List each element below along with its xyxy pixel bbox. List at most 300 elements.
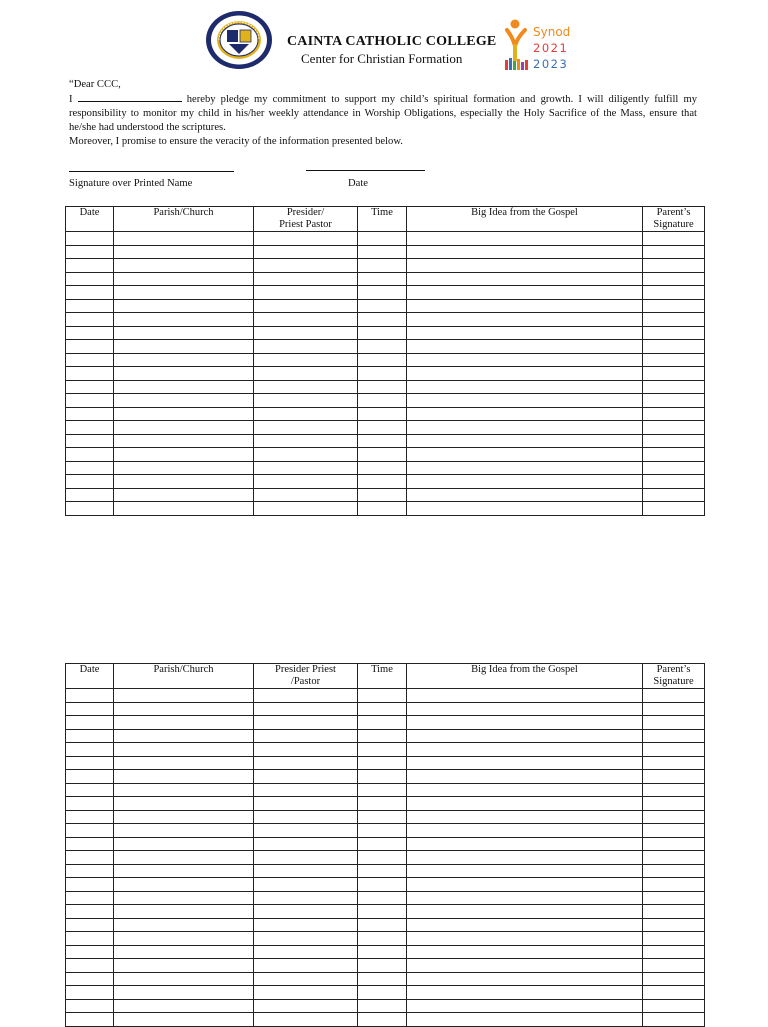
cell-parish[interactable]	[114, 394, 254, 408]
college-seal-logo	[205, 10, 273, 70]
cell-big-idea[interactable]	[407, 380, 643, 394]
cell-time[interactable]	[358, 837, 407, 851]
cell-date[interactable]	[66, 824, 114, 838]
cell-signature[interactable]	[643, 326, 705, 340]
table-row	[66, 448, 705, 462]
table-row	[66, 461, 705, 475]
cell-time[interactable]	[358, 783, 407, 797]
cell-date[interactable]	[66, 783, 114, 797]
cell-time[interactable]	[358, 367, 407, 381]
cell-parish[interactable]	[114, 272, 254, 286]
cell-signature[interactable]	[643, 689, 705, 703]
cell-signature[interactable]	[643, 986, 705, 1000]
cell-date[interactable]	[66, 959, 114, 973]
cell-big-idea[interactable]	[407, 326, 643, 340]
cell-time[interactable]	[358, 878, 407, 892]
cell-big-idea[interactable]	[407, 959, 643, 973]
cell-parish[interactable]	[114, 286, 254, 300]
cell-presider[interactable]	[254, 340, 358, 354]
cell-presider[interactable]	[254, 232, 358, 246]
cell-presider[interactable]	[254, 353, 358, 367]
cell-time[interactable]	[358, 245, 407, 259]
cell-parish[interactable]	[114, 475, 254, 489]
cell-big-idea[interactable]	[407, 891, 643, 905]
cell-parish[interactable]	[114, 232, 254, 246]
cell-presider[interactable]	[254, 932, 358, 946]
cell-parish[interactable]	[114, 367, 254, 381]
cell-time[interactable]	[358, 407, 407, 421]
cell-signature[interactable]	[643, 891, 705, 905]
cell-big-idea[interactable]	[407, 824, 643, 838]
cell-parish[interactable]	[114, 313, 254, 327]
cell-presider[interactable]	[254, 434, 358, 448]
cell-signature[interactable]	[643, 380, 705, 394]
cell-signature[interactable]	[643, 448, 705, 462]
cell-date[interactable]	[66, 729, 114, 743]
header-presider-line2: /Pastor	[290, 676, 321, 687]
cell-time[interactable]	[358, 380, 407, 394]
cell-time[interactable]	[358, 434, 407, 448]
cell-signature[interactable]	[643, 729, 705, 743]
cell-signature[interactable]	[643, 999, 705, 1013]
cell-signature[interactable]	[643, 756, 705, 770]
cell-signature[interactable]	[643, 313, 705, 327]
cell-big-idea[interactable]	[407, 918, 643, 932]
cell-parish[interactable]	[114, 421, 254, 435]
cell-presider[interactable]	[254, 770, 358, 784]
cell-parish[interactable]	[114, 502, 254, 516]
cell-time[interactable]	[358, 421, 407, 435]
cell-big-idea[interactable]	[407, 502, 643, 516]
cell-time[interactable]	[358, 286, 407, 300]
cell-date[interactable]	[66, 407, 114, 421]
cell-signature[interactable]	[643, 945, 705, 959]
cell-big-idea[interactable]	[407, 878, 643, 892]
cell-time[interactable]	[358, 824, 407, 838]
cell-presider[interactable]	[254, 286, 358, 300]
cell-parish[interactable]	[114, 353, 254, 367]
cell-date[interactable]	[66, 743, 114, 757]
cell-presider[interactable]	[254, 689, 358, 703]
cell-presider[interactable]	[254, 448, 358, 462]
cell-signature[interactable]	[643, 770, 705, 784]
cell-date[interactable]	[66, 394, 114, 408]
cell-signature[interactable]	[643, 367, 705, 381]
cell-date[interactable]	[66, 326, 114, 340]
cell-date[interactable]	[66, 702, 114, 716]
cell-big-idea[interactable]	[407, 448, 643, 462]
cell-signature[interactable]	[643, 837, 705, 851]
cell-parish[interactable]	[114, 959, 254, 973]
cell-big-idea[interactable]	[407, 299, 643, 313]
cell-time[interactable]	[358, 918, 407, 932]
cell-signature[interactable]	[643, 743, 705, 757]
cell-date[interactable]	[66, 259, 114, 273]
cell-parish[interactable]	[114, 932, 254, 946]
cell-signature[interactable]	[643, 245, 705, 259]
cell-presider[interactable]	[254, 502, 358, 516]
cell-presider[interactable]	[254, 702, 358, 716]
cell-big-idea[interactable]	[407, 972, 643, 986]
cell-big-idea[interactable]	[407, 770, 643, 784]
cell-signature[interactable]	[643, 797, 705, 811]
cell-signature[interactable]	[643, 864, 705, 878]
cell-time[interactable]	[358, 448, 407, 462]
cell-time[interactable]	[358, 689, 407, 703]
cell-time[interactable]	[358, 891, 407, 905]
cell-time[interactable]	[358, 313, 407, 327]
cell-parish[interactable]	[114, 797, 254, 811]
cell-parish[interactable]	[114, 488, 254, 502]
cell-parish[interactable]	[114, 864, 254, 878]
cell-date[interactable]	[66, 488, 114, 502]
cell-big-idea[interactable]	[407, 286, 643, 300]
cell-parish[interactable]	[114, 810, 254, 824]
cell-time[interactable]	[358, 945, 407, 959]
cell-presider[interactable]	[254, 394, 358, 408]
cell-time[interactable]	[358, 488, 407, 502]
cell-big-idea[interactable]	[407, 259, 643, 273]
cell-parish[interactable]	[114, 380, 254, 394]
cell-parish[interactable]	[114, 326, 254, 340]
cell-date[interactable]	[66, 972, 114, 986]
cell-parish[interactable]	[114, 340, 254, 354]
cell-time[interactable]	[358, 729, 407, 743]
cell-presider[interactable]	[254, 729, 358, 743]
table-row	[66, 421, 705, 435]
cell-date[interactable]	[66, 461, 114, 475]
cell-date[interactable]	[66, 810, 114, 824]
cell-big-idea[interactable]	[407, 716, 643, 730]
cell-presider[interactable]	[254, 986, 358, 1000]
table-row	[66, 837, 705, 851]
cell-presider[interactable]	[254, 259, 358, 273]
cell-signature[interactable]	[643, 702, 705, 716]
cell-parish[interactable]	[114, 918, 254, 932]
signature-line[interactable]	[69, 171, 234, 172]
table-2-body	[66, 689, 705, 1027]
cell-signature[interactable]	[643, 299, 705, 313]
cell-time[interactable]	[358, 864, 407, 878]
cell-date[interactable]	[66, 272, 114, 286]
cell-parish[interactable]	[114, 837, 254, 851]
cell-presider[interactable]	[254, 245, 358, 259]
cell-date[interactable]	[66, 864, 114, 878]
cell-parish[interactable]	[114, 716, 254, 730]
table-1-body	[66, 232, 705, 516]
cell-date[interactable]	[66, 340, 114, 354]
cell-date[interactable]	[66, 313, 114, 327]
cell-signature[interactable]	[643, 394, 705, 408]
cell-time[interactable]	[358, 353, 407, 367]
cell-parish[interactable]	[114, 945, 254, 959]
cell-parish[interactable]	[114, 756, 254, 770]
cell-date[interactable]	[66, 245, 114, 259]
cell-signature[interactable]	[643, 407, 705, 421]
cell-parish[interactable]	[114, 972, 254, 986]
cell-time[interactable]	[358, 232, 407, 246]
cell-presider[interactable]	[254, 797, 358, 811]
cell-presider[interactable]	[254, 367, 358, 381]
cell-big-idea[interactable]	[407, 340, 643, 354]
cell-time[interactable]	[358, 743, 407, 757]
cell-big-idea[interactable]	[407, 743, 643, 757]
cell-time[interactable]	[358, 259, 407, 273]
cell-big-idea[interactable]	[407, 851, 643, 865]
cell-signature[interactable]	[643, 353, 705, 367]
cell-big-idea[interactable]	[407, 394, 643, 408]
cell-date[interactable]	[66, 999, 114, 1013]
cell-big-idea[interactable]	[407, 729, 643, 743]
cell-date[interactable]	[66, 434, 114, 448]
cell-big-idea[interactable]	[407, 353, 643, 367]
cell-parish[interactable]	[114, 905, 254, 919]
cell-parish[interactable]	[114, 689, 254, 703]
cell-time[interactable]	[358, 716, 407, 730]
cell-date[interactable]	[66, 905, 114, 919]
cell-time[interactable]	[358, 972, 407, 986]
cell-presider[interactable]	[254, 878, 358, 892]
cell-big-idea[interactable]	[407, 407, 643, 421]
table-row	[66, 326, 705, 340]
cell-date[interactable]	[66, 945, 114, 959]
table-row	[66, 972, 705, 986]
cell-signature[interactable]	[643, 232, 705, 246]
attendance-table-2	[65, 663, 705, 1027]
cell-big-idea[interactable]	[407, 488, 643, 502]
cell-date[interactable]	[66, 986, 114, 1000]
cell-presider[interactable]	[254, 891, 358, 905]
cell-date[interactable]	[66, 299, 114, 313]
cell-presider[interactable]	[254, 488, 358, 502]
cell-signature[interactable]	[643, 932, 705, 946]
table-row	[66, 864, 705, 878]
cell-signature[interactable]	[643, 475, 705, 489]
cell-parish[interactable]	[114, 259, 254, 273]
cell-signature[interactable]	[643, 716, 705, 730]
cell-big-idea[interactable]	[407, 232, 643, 246]
cell-signature[interactable]	[643, 810, 705, 824]
cell-big-idea[interactable]	[407, 313, 643, 327]
pledge-body-text: hereby pledge my commitment to support my child’s spiritual formation and growth. I will diligently fulfill my responsibility to monitor my child in his/her weekly attendance in Worship Obligations, especially the Holy Sacrifice of the Mass, ensure that he/she had understood the scriptures.	[69, 94, 697, 133]
cell-time[interactable]	[358, 272, 407, 286]
cell-time[interactable]	[358, 986, 407, 1000]
cell-parish[interactable]	[114, 702, 254, 716]
cell-presider[interactable]	[254, 272, 358, 286]
cell-time[interactable]	[358, 999, 407, 1013]
cell-big-idea[interactable]	[407, 434, 643, 448]
cell-parish[interactable]	[114, 824, 254, 838]
cell-presider[interactable]	[254, 716, 358, 730]
cell-signature[interactable]	[643, 959, 705, 973]
cell-signature[interactable]	[643, 878, 705, 892]
cell-signature[interactable]	[643, 434, 705, 448]
cell-date[interactable]	[66, 770, 114, 784]
date-line[interactable]	[306, 170, 425, 171]
cell-time[interactable]	[358, 959, 407, 973]
cell-time[interactable]	[358, 810, 407, 824]
cell-big-idea[interactable]	[407, 986, 643, 1000]
cell-big-idea[interactable]	[407, 756, 643, 770]
cell-big-idea[interactable]	[407, 461, 643, 475]
cell-big-idea[interactable]	[407, 797, 643, 811]
cell-signature[interactable]	[643, 783, 705, 797]
cell-date[interactable]	[66, 353, 114, 367]
cell-signature[interactable]	[643, 502, 705, 516]
pledge-closing: Moreover, I promise to ensure the veracity of the information presented below.	[69, 136, 403, 147]
cell-date[interactable]	[66, 891, 114, 905]
cell-presider[interactable]	[254, 824, 358, 838]
cell-presider[interactable]	[254, 756, 358, 770]
cell-parish[interactable]	[114, 461, 254, 475]
cell-presider[interactable]	[254, 783, 358, 797]
cell-big-idea[interactable]	[407, 689, 643, 703]
cell-signature[interactable]	[643, 272, 705, 286]
cell-presider[interactable]	[254, 810, 358, 824]
cell-time[interactable]	[358, 932, 407, 946]
cell-time[interactable]	[358, 797, 407, 811]
cell-time[interactable]	[358, 475, 407, 489]
cell-parish[interactable]	[114, 878, 254, 892]
cell-signature[interactable]	[643, 286, 705, 300]
cell-presider[interactable]	[254, 945, 358, 959]
cell-presider[interactable]	[254, 918, 358, 932]
cell-date[interactable]	[66, 878, 114, 892]
table-row	[66, 502, 705, 516]
cell-time[interactable]	[358, 461, 407, 475]
cell-date[interactable]	[66, 232, 114, 246]
cell-parish[interactable]	[114, 434, 254, 448]
cell-date[interactable]	[66, 380, 114, 394]
cell-date[interactable]	[66, 502, 114, 516]
cell-presider[interactable]	[254, 313, 358, 327]
cell-parish[interactable]	[114, 999, 254, 1013]
cell-time[interactable]	[358, 905, 407, 919]
table-row	[66, 945, 705, 959]
cell-date[interactable]	[66, 448, 114, 462]
cell-signature[interactable]	[643, 905, 705, 919]
cell-time[interactable]	[358, 770, 407, 784]
cell-time[interactable]	[358, 756, 407, 770]
cell-presider[interactable]	[254, 851, 358, 865]
cell-parish[interactable]	[114, 783, 254, 797]
cell-parish[interactable]	[114, 770, 254, 784]
cell-date[interactable]	[66, 475, 114, 489]
cell-big-idea[interactable]	[407, 864, 643, 878]
cell-date[interactable]	[66, 286, 114, 300]
cell-presider[interactable]	[254, 972, 358, 986]
cell-parish[interactable]	[114, 729, 254, 743]
cell-signature[interactable]	[643, 259, 705, 273]
header-signature	[643, 207, 705, 232]
cell-signature[interactable]	[643, 340, 705, 354]
cell-presider[interactable]	[254, 959, 358, 973]
cell-date[interactable]	[66, 716, 114, 730]
cell-date[interactable]	[66, 932, 114, 946]
cell-parish[interactable]	[114, 407, 254, 421]
cell-time[interactable]	[358, 340, 407, 354]
cell-date[interactable]	[66, 851, 114, 865]
center-name: Center for Christian Formation	[301, 51, 463, 66]
cell-time[interactable]	[358, 702, 407, 716]
table-row	[66, 756, 705, 770]
cell-presider[interactable]	[254, 407, 358, 421]
cell-time[interactable]	[358, 394, 407, 408]
cell-date[interactable]	[66, 367, 114, 381]
table-row	[66, 824, 705, 838]
cell-presider[interactable]	[254, 999, 358, 1013]
cell-date[interactable]	[66, 837, 114, 851]
cell-presider[interactable]	[254, 421, 358, 435]
cell-presider[interactable]	[254, 475, 358, 489]
cell-parish[interactable]	[114, 986, 254, 1000]
cell-big-idea[interactable]	[407, 421, 643, 435]
cell-signature[interactable]	[643, 918, 705, 932]
cell-presider[interactable]	[254, 326, 358, 340]
cell-presider[interactable]	[254, 864, 358, 878]
table-row	[66, 702, 705, 716]
cell-parish[interactable]	[114, 299, 254, 313]
cell-big-idea[interactable]	[407, 702, 643, 716]
header-date: Date	[66, 207, 114, 232]
header-signature	[643, 664, 705, 689]
cell-big-idea[interactable]	[407, 245, 643, 259]
cell-date[interactable]	[66, 689, 114, 703]
cell-signature[interactable]	[643, 824, 705, 838]
table-row	[66, 475, 705, 489]
cell-signature[interactable]	[643, 851, 705, 865]
cell-date[interactable]	[66, 421, 114, 435]
cell-big-idea[interactable]	[407, 945, 643, 959]
cell-big-idea[interactable]	[407, 783, 643, 797]
cell-presider[interactable]	[254, 837, 358, 851]
cell-signature[interactable]	[643, 421, 705, 435]
cell-parish[interactable]	[114, 245, 254, 259]
cell-big-idea[interactable]	[407, 999, 643, 1013]
cell-presider[interactable]	[254, 380, 358, 394]
cell-big-idea[interactable]	[407, 932, 643, 946]
cell-presider[interactable]	[254, 743, 358, 757]
table-row	[66, 353, 705, 367]
cell-parish[interactable]	[114, 448, 254, 462]
table-header-row	[66, 207, 705, 232]
cell-big-idea[interactable]	[407, 810, 643, 824]
cell-big-idea[interactable]	[407, 905, 643, 919]
cell-date[interactable]	[66, 797, 114, 811]
table-row	[66, 394, 705, 408]
cell-date[interactable]	[66, 756, 114, 770]
cell-big-idea[interactable]	[407, 475, 643, 489]
cell-signature[interactable]	[643, 488, 705, 502]
cell-parish[interactable]	[114, 891, 254, 905]
cell-big-idea[interactable]	[407, 272, 643, 286]
cell-big-idea[interactable]	[407, 367, 643, 381]
cell-time[interactable]	[358, 326, 407, 340]
cell-parish[interactable]	[114, 851, 254, 865]
cell-time[interactable]	[358, 851, 407, 865]
parent-name-blank[interactable]	[78, 92, 182, 102]
cell-date[interactable]	[66, 918, 114, 932]
cell-time[interactable]	[358, 299, 407, 313]
cell-presider[interactable]	[254, 299, 358, 313]
cell-presider[interactable]	[254, 905, 358, 919]
cell-parish[interactable]	[114, 743, 254, 757]
cell-time[interactable]	[358, 502, 407, 516]
cell-signature[interactable]	[643, 972, 705, 986]
cell-big-idea[interactable]	[407, 837, 643, 851]
cell-signature[interactable]	[643, 461, 705, 475]
cell-presider[interactable]	[254, 461, 358, 475]
